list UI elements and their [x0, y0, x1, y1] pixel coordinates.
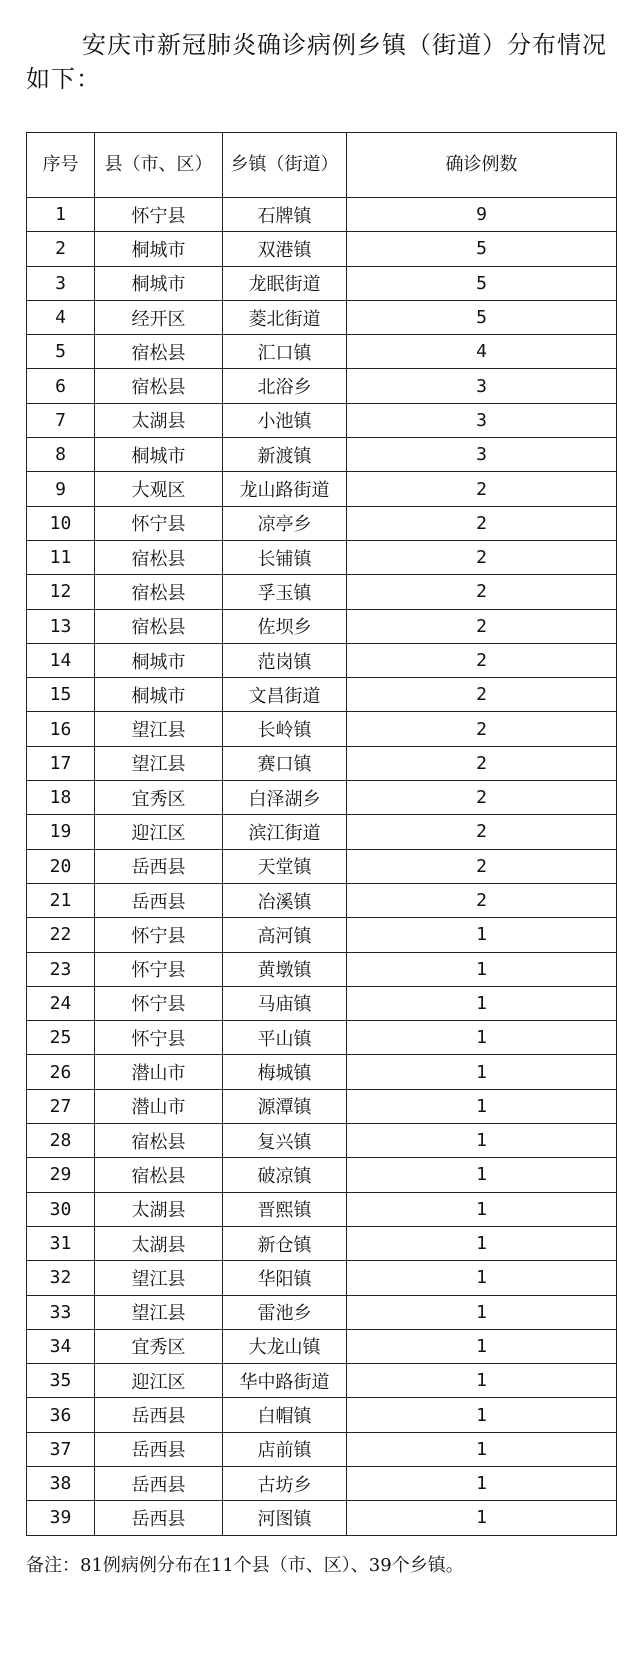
cell-case-count: 1 [347, 1432, 617, 1466]
cell-index: 28 [27, 1124, 95, 1158]
table-row [27, 986, 617, 1020]
cell-county: 岳西县 [95, 1398, 223, 1432]
table-row [27, 849, 617, 883]
cell-case-count: 1 [347, 1021, 617, 1055]
cell-index: 2 [27, 232, 95, 266]
cell-town: 长铺镇 [223, 540, 347, 574]
cell-county: 怀宁县 [95, 1021, 223, 1055]
cell-town: 华阳镇 [223, 1261, 347, 1295]
cell-index: 16 [27, 712, 95, 746]
cell-county: 潜山市 [95, 1089, 223, 1123]
cell-county: 岳西县 [95, 1432, 223, 1466]
cell-index: 12 [27, 575, 95, 609]
cell-case-count: 2 [347, 883, 617, 917]
cell-town: 滨江街道 [223, 815, 347, 849]
table-row [27, 609, 617, 643]
cell-town: 龙山路街道 [223, 472, 347, 506]
cell-county: 望江县 [95, 1295, 223, 1329]
table-row [27, 1466, 617, 1500]
cell-county: 潜山市 [95, 1055, 223, 1089]
cell-town: 黄墩镇 [223, 952, 347, 986]
cell-county: 宿松县 [95, 1124, 223, 1158]
cell-index: 38 [27, 1466, 95, 1500]
cell-case-count: 3 [347, 438, 617, 472]
table-row [27, 369, 617, 403]
table-row [27, 1261, 617, 1295]
cell-index: 20 [27, 849, 95, 883]
cell-town: 马庙镇 [223, 986, 347, 1020]
cell-index: 31 [27, 1226, 95, 1260]
table-row [27, 746, 617, 780]
cell-index: 24 [27, 986, 95, 1020]
cell-town: 冶溪镇 [223, 883, 347, 917]
table-row [27, 1295, 617, 1329]
cell-county: 宜秀区 [95, 781, 223, 815]
table-row [27, 1055, 617, 1089]
cell-case-count: 1 [347, 1261, 617, 1295]
cell-town: 破凉镇 [223, 1158, 347, 1192]
table-row [27, 1021, 617, 1055]
cell-index: 33 [27, 1295, 95, 1329]
table-row [27, 575, 617, 609]
cell-town: 复兴镇 [223, 1124, 347, 1158]
cell-index: 15 [27, 678, 95, 712]
cell-case-count: 2 [347, 643, 617, 677]
cell-town: 菱北街道 [223, 300, 347, 334]
cell-town: 店前镇 [223, 1432, 347, 1466]
cell-index: 10 [27, 506, 95, 540]
cell-town: 范岗镇 [223, 643, 347, 677]
table-row [27, 335, 617, 369]
cell-case-count: 1 [347, 1398, 617, 1432]
cell-index: 5 [27, 335, 95, 369]
table-row [27, 1226, 617, 1260]
cell-index: 26 [27, 1055, 95, 1089]
table-row [27, 540, 617, 574]
cell-index: 36 [27, 1398, 95, 1432]
cell-town: 赛口镇 [223, 746, 347, 780]
cell-county: 宿松县 [95, 335, 223, 369]
cell-town: 龙眠街道 [223, 266, 347, 300]
table-row [27, 678, 617, 712]
cell-county: 太湖县 [95, 1226, 223, 1260]
table-row [27, 1398, 617, 1432]
table-row [27, 266, 617, 300]
cell-case-count: 1 [347, 986, 617, 1020]
cell-town: 雷池乡 [223, 1295, 347, 1329]
cell-case-count: 1 [347, 1158, 617, 1192]
cell-case-count: 2 [347, 781, 617, 815]
cell-case-count: 1 [347, 1329, 617, 1363]
cell-town: 汇口镇 [223, 335, 347, 369]
table-row [27, 883, 617, 917]
cell-case-count: 4 [347, 335, 617, 369]
cell-town: 文昌街道 [223, 678, 347, 712]
cell-case-count: 1 [347, 1055, 617, 1089]
cell-case-count: 2 [347, 540, 617, 574]
intro-paragraph: 安庆市新冠肺炎确诊病例乡镇（街道）分布情况如下： [26, 31, 607, 93]
header-county: 县（市、区） [95, 133, 223, 198]
cell-index: 35 [27, 1364, 95, 1398]
cell-county: 迎江区 [95, 815, 223, 849]
cell-case-count: 1 [347, 1466, 617, 1500]
cell-case-count: 2 [347, 609, 617, 643]
table-row [27, 918, 617, 952]
table-row [27, 472, 617, 506]
table-row [27, 198, 617, 232]
cell-case-count: 2 [347, 815, 617, 849]
cell-index: 25 [27, 1021, 95, 1055]
cell-town: 平山镇 [223, 1021, 347, 1055]
cell-county: 岳西县 [95, 1466, 223, 1500]
table-row [27, 506, 617, 540]
cell-index: 17 [27, 746, 95, 780]
cell-case-count: 1 [347, 952, 617, 986]
cell-town: 天堂镇 [223, 849, 347, 883]
cell-county: 怀宁县 [95, 952, 223, 986]
cell-town: 凉亭乡 [223, 506, 347, 540]
cell-county: 岳西县 [95, 849, 223, 883]
cell-county: 太湖县 [95, 1192, 223, 1226]
cell-index: 18 [27, 781, 95, 815]
cell-county: 怀宁县 [95, 198, 223, 232]
cell-county: 望江县 [95, 712, 223, 746]
cell-town: 双港镇 [223, 232, 347, 266]
table-row [27, 300, 617, 334]
table-row [27, 952, 617, 986]
cell-county: 岳西县 [95, 883, 223, 917]
cell-county: 宿松县 [95, 540, 223, 574]
cell-case-count: 2 [347, 746, 617, 780]
cell-county: 经开区 [95, 300, 223, 334]
table-row [27, 781, 617, 815]
cell-county: 岳西县 [95, 1501, 223, 1535]
cell-town: 梅城镇 [223, 1055, 347, 1089]
table-row [27, 232, 617, 266]
table-row [27, 1501, 617, 1535]
table-row [27, 1089, 617, 1123]
cell-county: 望江县 [95, 1261, 223, 1295]
cell-town: 石牌镇 [223, 198, 347, 232]
table-row [27, 1432, 617, 1466]
cell-index: 32 [27, 1261, 95, 1295]
cell-case-count: 5 [347, 266, 617, 300]
cell-county: 怀宁县 [95, 918, 223, 952]
cell-index: 21 [27, 883, 95, 917]
cell-county: 怀宁县 [95, 986, 223, 1020]
table-row [27, 438, 617, 472]
cell-county: 桐城市 [95, 232, 223, 266]
cell-case-count: 2 [347, 712, 617, 746]
cell-town: 小池镇 [223, 403, 347, 437]
header-case-count: 确诊例数 [347, 133, 617, 198]
cell-case-count: 3 [347, 403, 617, 437]
table-row [27, 1192, 617, 1226]
table-row [27, 403, 617, 437]
cell-index: 23 [27, 952, 95, 986]
cell-index: 4 [27, 300, 95, 334]
table-row [27, 1329, 617, 1363]
cell-town: 新仓镇 [223, 1226, 347, 1260]
cell-county: 太湖县 [95, 403, 223, 437]
cell-county: 怀宁县 [95, 506, 223, 540]
cell-county: 望江县 [95, 746, 223, 780]
cell-town: 白泽湖乡 [223, 781, 347, 815]
cell-town: 古坊乡 [223, 1466, 347, 1500]
cell-index: 9 [27, 472, 95, 506]
cell-index: 3 [27, 266, 95, 300]
cell-case-count: 1 [347, 918, 617, 952]
cell-county: 宿松县 [95, 609, 223, 643]
header-town: 乡镇（街道） [223, 133, 347, 198]
cell-case-count: 1 [347, 1124, 617, 1158]
cell-town: 源潭镇 [223, 1089, 347, 1123]
cell-county: 桐城市 [95, 643, 223, 677]
footnote: 备注：81例病例分布在11个县（市、区）、39个乡镇。 [26, 1555, 464, 1576]
cell-case-count: 3 [347, 369, 617, 403]
cell-town: 孚玉镇 [223, 575, 347, 609]
cell-index: 27 [27, 1089, 95, 1123]
cell-county: 大观区 [95, 472, 223, 506]
cell-case-count: 1 [347, 1192, 617, 1226]
cell-case-count: 5 [347, 232, 617, 266]
cell-county: 宿松县 [95, 575, 223, 609]
cell-county: 桐城市 [95, 438, 223, 472]
cell-county: 宿松县 [95, 1158, 223, 1192]
table-body [27, 198, 617, 1536]
cell-county: 桐城市 [95, 266, 223, 300]
cell-town: 北浴乡 [223, 369, 347, 403]
table-header-row [27, 133, 617, 198]
cell-index: 34 [27, 1329, 95, 1363]
cell-case-count: 1 [347, 1295, 617, 1329]
cell-town: 大龙山镇 [223, 1329, 347, 1363]
cell-case-count: 2 [347, 849, 617, 883]
cell-town: 新渡镇 [223, 438, 347, 472]
cell-town: 华中路街道 [223, 1364, 347, 1398]
cell-county: 宜秀区 [95, 1329, 223, 1363]
cell-index: 6 [27, 369, 95, 403]
cell-case-count: 2 [347, 472, 617, 506]
cell-case-count: 1 [347, 1089, 617, 1123]
cell-index: 8 [27, 438, 95, 472]
cell-case-count: 1 [347, 1226, 617, 1260]
cell-index: 19 [27, 815, 95, 849]
table-row [27, 1158, 617, 1192]
cell-case-count: 1 [347, 1364, 617, 1398]
cell-index: 13 [27, 609, 95, 643]
cell-index: 7 [27, 403, 95, 437]
cell-county: 桐城市 [95, 678, 223, 712]
cell-index: 22 [27, 918, 95, 952]
cell-case-count: 2 [347, 678, 617, 712]
cell-index: 11 [27, 540, 95, 574]
cell-index: 30 [27, 1192, 95, 1226]
cell-index: 1 [27, 198, 95, 232]
cell-index: 14 [27, 643, 95, 677]
cell-case-count: 2 [347, 575, 617, 609]
table-row [27, 712, 617, 746]
header-index: 序号 [27, 133, 95, 198]
cell-case-count: 2 [347, 506, 617, 540]
table-row [27, 1124, 617, 1158]
cell-case-count: 9 [347, 198, 617, 232]
cell-town: 白帽镇 [223, 1398, 347, 1432]
cell-index: 39 [27, 1501, 95, 1535]
cell-town: 佐坝乡 [223, 609, 347, 643]
cell-town: 长岭镇 [223, 712, 347, 746]
cell-case-count: 5 [347, 300, 617, 334]
table-row [27, 643, 617, 677]
cell-index: 29 [27, 1158, 95, 1192]
cell-town: 高河镇 [223, 918, 347, 952]
cell-county: 迎江区 [95, 1364, 223, 1398]
table-row [27, 815, 617, 849]
cell-case-count: 1 [347, 1501, 617, 1535]
case-distribution-table [26, 132, 617, 1536]
cell-county: 宿松县 [95, 369, 223, 403]
table-row [27, 1364, 617, 1398]
cell-town: 河图镇 [223, 1501, 347, 1535]
cell-index: 37 [27, 1432, 95, 1466]
cell-town: 晋熙镇 [223, 1192, 347, 1226]
